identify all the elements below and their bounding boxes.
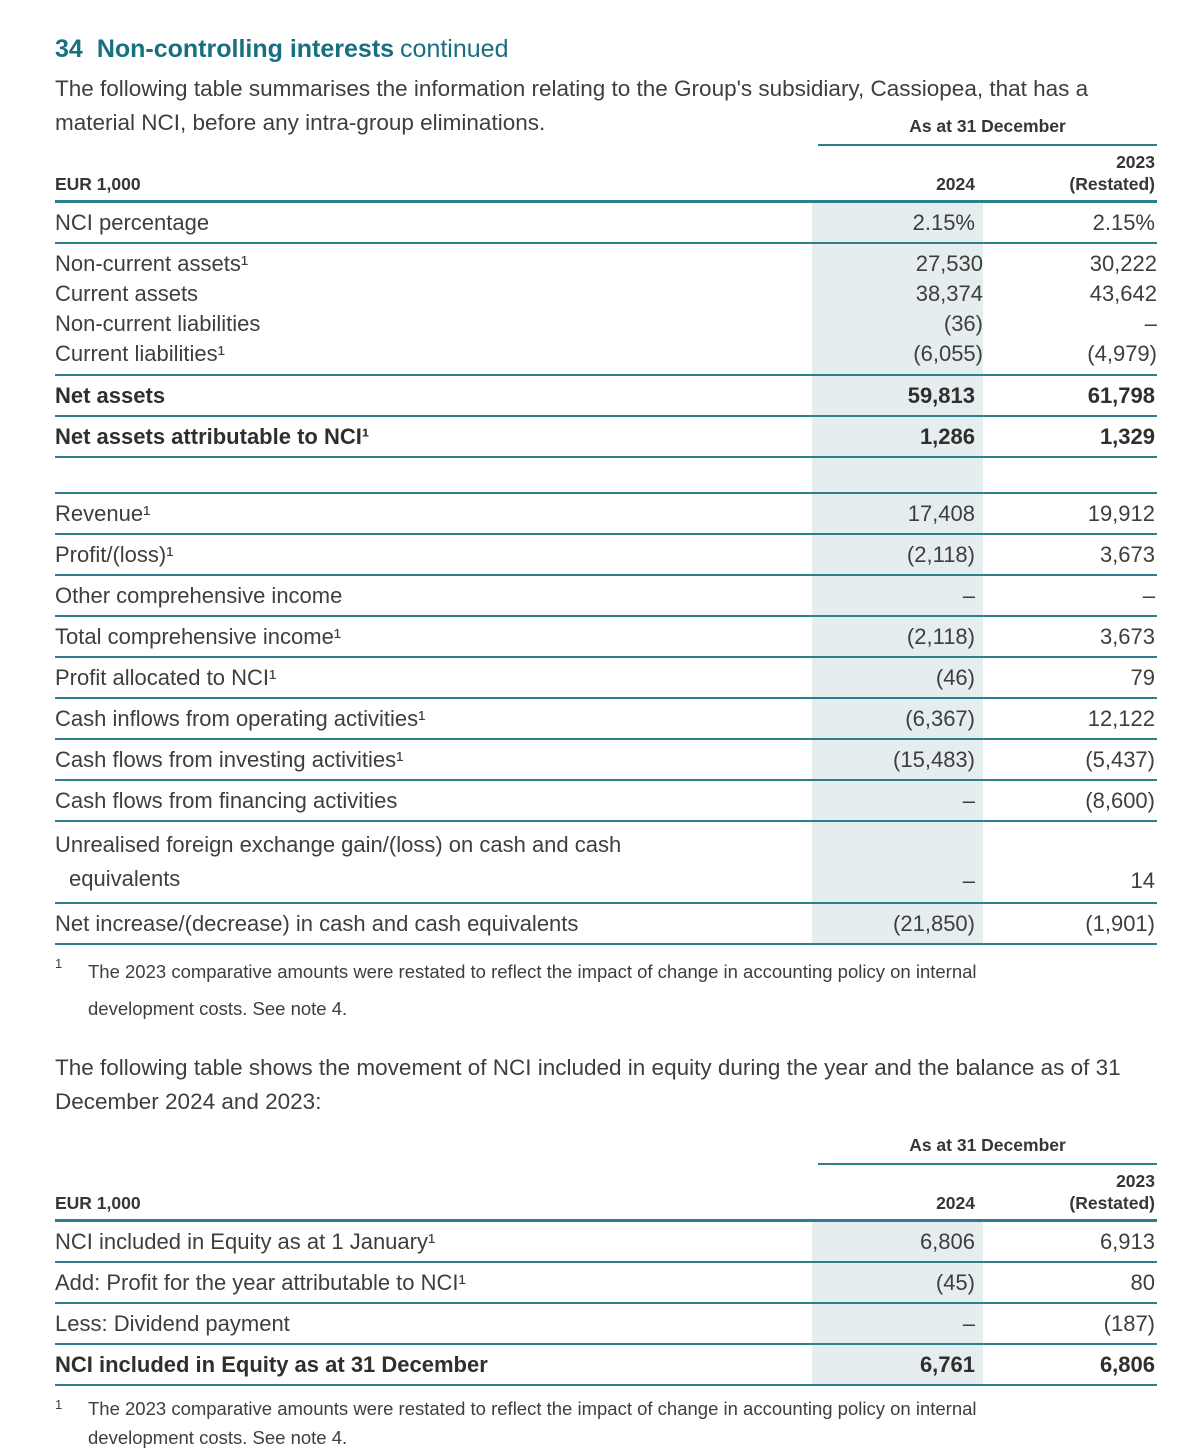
value-2024: 38,374 (915, 281, 983, 306)
value-2023: 14 (1130, 868, 1155, 893)
value-2023: 6,913 (1099, 1228, 1155, 1254)
value-2024: 59,813 (812, 376, 983, 415)
row-label: Current liabilities¹ (55, 341, 225, 366)
value-2024: (6,367) (812, 699, 983, 738)
row-label: Current assets (55, 281, 199, 306)
row-unrealised-fx (55, 822, 1157, 904)
period-header: As at 31 December (818, 1135, 1157, 1165)
value-2024: (2,118) (812, 617, 983, 656)
value-2024: (15,483) (812, 740, 983, 779)
row-label: Add: Profit for the year attributable to NCI¹ (55, 1269, 466, 1295)
row-label: NCI included in Equity as at 31 December (55, 1351, 488, 1377)
column-2023-header (983, 151, 1157, 195)
column-2023-year: 2023 (1116, 152, 1155, 172)
row-cash-operating (55, 699, 1157, 740)
value-2024: 2.15% (812, 203, 983, 242)
value-2023: 6,806 (1099, 1351, 1155, 1377)
value-2023: 79 (1130, 664, 1155, 690)
row-label: Total comprehensive income¹ (55, 623, 342, 649)
value-2024: (46) (812, 658, 983, 697)
value-2023: 2.15% (1092, 209, 1155, 235)
row-label: Non-current assets¹ (55, 251, 249, 276)
value-2023: – (1142, 582, 1155, 608)
values-2024 (812, 244, 983, 374)
nci-equity-movement-table (55, 1135, 1157, 1386)
row-label: Other comprehensive income (55, 582, 343, 608)
value-2023: (1,901) (1085, 910, 1155, 936)
value-2023: (5,437) (1085, 746, 1155, 772)
row-label: Profit allocated to NCI¹ (55, 664, 277, 690)
row-label: Non-current liabilities (55, 311, 261, 336)
value-2023: – (1144, 311, 1157, 336)
value-2023: 3,673 (1099, 623, 1155, 649)
values-2023 (983, 244, 1157, 374)
value-2024: (36) (943, 311, 983, 336)
value-2024: 17,408 (812, 494, 983, 533)
row-label: Net assets attributable to NCI¹ (55, 423, 370, 449)
row-total-comprehensive-income (55, 617, 1157, 658)
table2-footnote (55, 1394, 1157, 1452)
column-header-row (55, 146, 1157, 203)
nci-summary-table (55, 116, 1157, 945)
column-2023-year: 2023 (1116, 1171, 1155, 1191)
row-label: Cash flows from investing activities¹ (55, 746, 404, 772)
section-title: Non-controlling interests (96, 35, 395, 63)
value-2023: 19,912 (1087, 500, 1155, 526)
row-revenue (55, 494, 1157, 535)
row-label-line1: Unrealised foreign exchange gain/(loss) on cash and cash (55, 832, 622, 857)
row-nci-percentage (55, 203, 1157, 244)
unit-label: EUR 1,000 (55, 174, 141, 194)
row-other-comprehensive-income (55, 576, 1157, 617)
row-nci-equity-closing (55, 1345, 1157, 1386)
value-2024: – (812, 1304, 983, 1343)
intro-paragraph: The following table summarises the information relating to the Group's subsidiary, Cassiopea, that has a material NCI, before any intra-group eliminations. (55, 76, 1089, 135)
footnote-marker: 1 (55, 956, 63, 971)
value-2024: (21,850) (812, 904, 983, 943)
row-net-assets-attributable-nci (55, 417, 1157, 458)
value-2024: (45) (812, 1263, 983, 1302)
column-header-row (55, 1165, 1157, 1222)
row-label (55, 822, 812, 902)
row-label: Net increase/(decrease) in cash and cash equivalents (55, 910, 579, 936)
value-2024: (2,118) (812, 535, 983, 574)
value-2023: 1,329 (1099, 423, 1155, 449)
row-less-dividend (55, 1304, 1157, 1345)
column-2024-header: 2024 (936, 1193, 975, 1213)
row-label: Cash flows from financing activities (55, 787, 398, 813)
row-profit-allocated-nci (55, 658, 1157, 699)
value-2023: 80 (1130, 1269, 1155, 1295)
value-2024: – (812, 781, 983, 820)
row-add-profit-nci (55, 1263, 1157, 1304)
row-label: Net assets (55, 382, 166, 408)
row-label: Profit/(loss)¹ (55, 541, 174, 567)
value-2023: (187) (1103, 1310, 1155, 1336)
section-continued-label: continued (400, 35, 509, 63)
value-2023: 12,122 (1087, 705, 1155, 731)
value-2024: 6,761 (812, 1345, 983, 1384)
movement-intro-paragraph: The following table shows the movement of NCI included in equity during the year and the balance as of 31 December 2024 and 2023: (55, 1055, 1121, 1114)
row-cash-investing (55, 740, 1157, 781)
section-heading (55, 34, 1157, 64)
footnote-text: The 2023 comparative amounts were restated to reflect the impact of change in accounting policy on internal development costs. See note 4. (88, 1398, 977, 1448)
row-nci-equity-opening (55, 1222, 1157, 1263)
period-header: As at 31 December (818, 116, 1157, 146)
row-cash-financing (55, 781, 1157, 822)
value-2023: 3,673 (1099, 541, 1155, 567)
value-2023: 61,798 (1087, 382, 1155, 408)
period-header-row (55, 1135, 1157, 1165)
value-2023: (8,600) (1085, 787, 1155, 813)
table1-footnote (55, 953, 1157, 1027)
column-2023-restated: (Restated) (1069, 174, 1155, 194)
column-2024-header: 2024 (936, 174, 975, 194)
value-2024: – (812, 576, 983, 615)
row-label: NCI included in Equity as at 1 January¹ (55, 1228, 436, 1254)
value-2023: 30,222 (1089, 251, 1157, 276)
value-2024: 1,286 (812, 417, 983, 456)
row-label: Cash inflows from operating activities¹ (55, 705, 426, 731)
value-2024: 27,530 (915, 251, 983, 276)
section-number: 34 (55, 35, 83, 63)
row-balance-sheet-items (55, 244, 1157, 376)
value-2024: (6,055) (913, 341, 983, 366)
row-label: Less: Dividend payment (55, 1310, 290, 1336)
footnote-marker: 1 (55, 1397, 63, 1412)
row-label-line2: equivalents (69, 866, 181, 891)
value-2023: (4,979) (1087, 341, 1157, 366)
row-profit-loss (55, 535, 1157, 576)
unit-label: EUR 1,000 (55, 1193, 141, 1213)
value-2024: 6,806 (812, 1222, 983, 1261)
spacer-row (55, 458, 1157, 494)
column-2023-restated: (Restated) (1069, 1193, 1155, 1213)
footnote-text: The 2023 comparative amounts were restated to reflect the impact of change in accounting policy on internal development costs. See note 4. (88, 961, 977, 1019)
row-net-assets (55, 376, 1157, 417)
row-label: Revenue¹ (55, 500, 151, 526)
value-2023: 43,642 (1089, 281, 1157, 306)
value-2024: – (812, 822, 983, 902)
column-2023-header (983, 1170, 1157, 1214)
row-labels (55, 244, 812, 374)
row-net-change-cash (55, 904, 1157, 945)
row-label: NCI percentage (55, 209, 210, 235)
